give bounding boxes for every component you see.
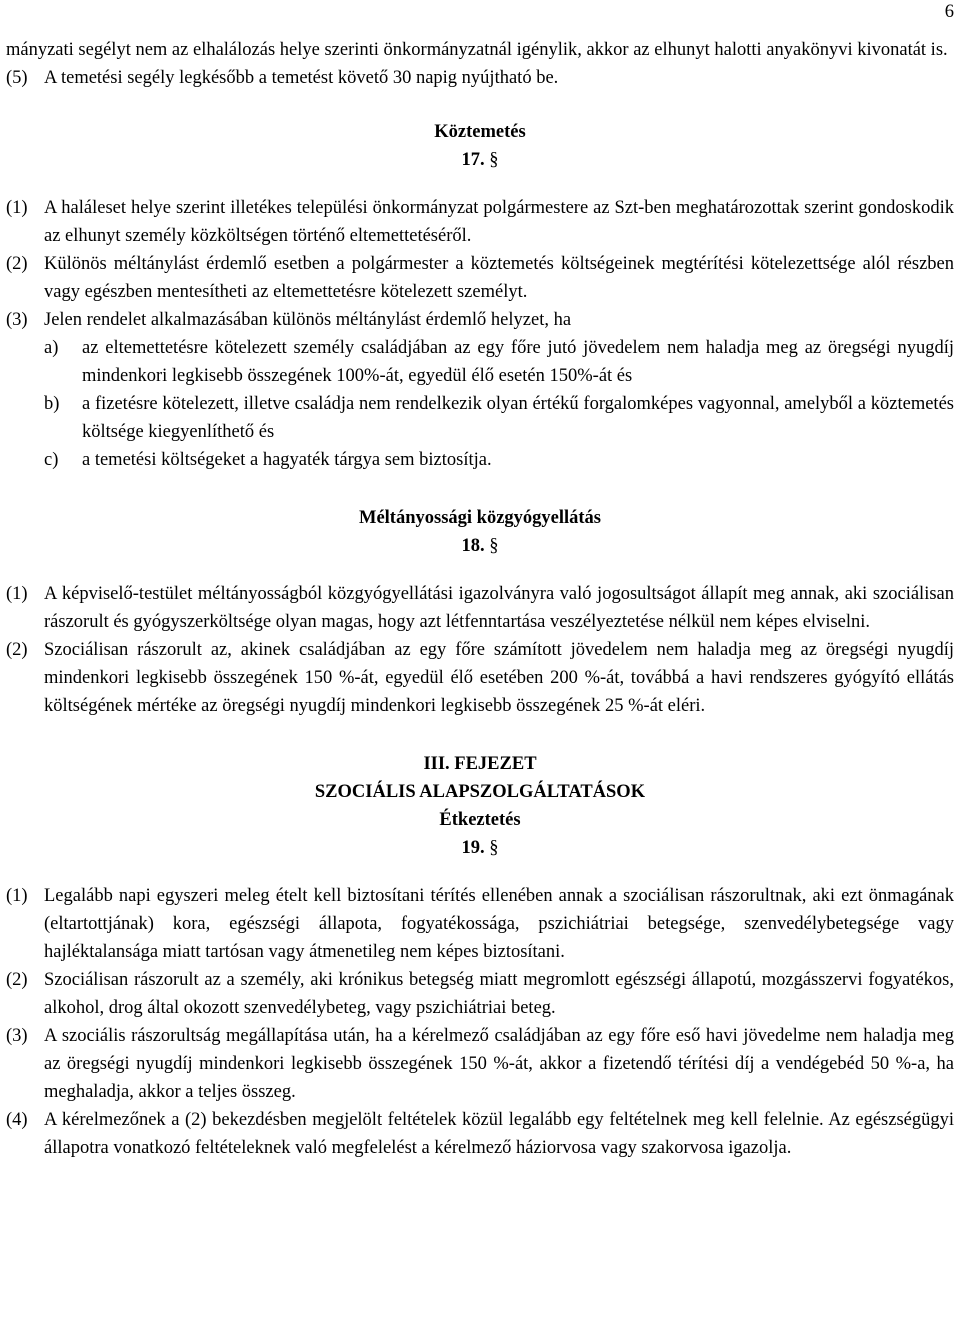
list-item-b: b) a fizetésre kötelezett, illetve családja nem rendelkezik olyan értékű forgalomképes vagyonnal, amelyből a köztemetés költsége kiegyenlíthető és	[44, 394, 954, 442]
page-number: 6	[944, 2, 954, 22]
section-17-paragraph-1: (1) A haláleset helye szerint illetékes települési önkormányzat polgármestere az Szt-ben meghatározottak szerint gondoskodik az elhunyt személy közköltségen történő eltemettetéséről.	[6, 198, 954, 246]
chapter-title: SZOCIÁLIS ALAPSZOLGÁLTATÁSOK	[314, 782, 646, 802]
section-sign-icon: §	[489, 536, 499, 556]
section-18-paragraph-1: (1) A képviselő-testület méltányosságból közgyógyellátási igazolványra való jogosultságot állapít meg annak, aki szociálisan rászorult és gyógyszerköltsége olyan magas, hogy azt létfenntartása veszélyeztetése nélkül nem képes elviselni.	[6, 584, 954, 632]
list-item-c: c) a temetési költségeket a hagyaték tárgya sem biztosítja.	[44, 450, 492, 470]
section-sign-icon: §	[489, 150, 499, 170]
section-18-title: Méltányossági közgyógyellátás	[358, 508, 602, 528]
section-19-paragraph-2: (2) Szociálisan rászorult az a személy, aki krónikus betegség miatt megromlott egészségi állapotú, mozgásszervi fogyatékos, alkohol, drog által okozott szenvedélybeteg, vagy pszichiátriai beteg.	[6, 970, 954, 1018]
chapter-number: III. FEJEZET	[423, 754, 537, 774]
section-18-paragraph-2: (2) Szociálisan rászorult az, akinek családjában az egy főre számított jövedelem nem haladja meg az öregségi nyugdíj mindenkori legkisebb összegének 150 %-át, egyedül élő esetében 200 %-át, továbbá a havi rendszeres gyógyító ellátás költségének mértéke az öregségi nyugdíj mindenkori legkisebb összegének 25 %-át eléri.	[6, 640, 954, 716]
paragraph-5	[6, 64, 954, 92]
list-item-a: a) az eltemettetésre kötelezett személy családjában az egy főre jutó jövedelem nem haladja meg az öregségi nyugdíj mindenkori legkisebb összegének 100%-át, egyedül élő esetén 150%-át és	[44, 338, 954, 386]
section-18-heading: 18. §	[461, 536, 499, 556]
section-19-heading: 19. §	[461, 838, 499, 858]
section-19-title: Étkeztetés	[439, 810, 521, 830]
section-17-paragraph-2: (2) Különös méltánylást érdemlő esetben a polgármester a köztemetés költségeinek megtérítési kötelezettsége alól részben vagy egészben mentesítheti az eltemettetésre kötelezett személyt.	[6, 254, 954, 302]
section-19-paragraph-1: (1) Legalább napi egyszeri meleg ételt kell biztosítani térítés ellenében annak a szociálisan rászorultnak, aki ezt önmagának (eltartottjának) kora, egészségi állapota, fogyatékossága, pszichiátriai betegsége, szenvedélybetegsége vagy hajléktalansága miatt tartósan vagy átmenetileg nem képes biztosítani.	[6, 886, 954, 962]
paragraph-text: A temetési segély legkésőbb a temetést követő 30 napig nyújtható be.	[44, 68, 559, 88]
section-19-paragraph-3: (3) A szociális rászorultság megállapítása után, ha a kérelmező családjában az egy főre eső havi jövedelme nem haladja meg az öregségi nyugdíj mindenkori legkisebb összegének 150 %-át, akkor a fizetendő térítési díj a vendégebéd 50 %-a, ha meghaladja, akkor a teljes összeg.	[6, 1026, 954, 1102]
document-body	[6, 36, 954, 1162]
paragraph-number: (5)	[6, 68, 28, 88]
section-17-heading: 17. §	[461, 150, 499, 170]
section-19-paragraph-4: (4) A kérelmezőnek a (2) bekezdésben megjelölt feltételek közül legalább egy feltételnek meg kell felelnie. Az egészségügyi állapotra vonatkozó feltételeknek való megfelelést a kérelmező háziorvosa vagy szakorvosa igazolja.	[6, 1110, 954, 1158]
section-17-title: Köztemetés	[434, 122, 526, 142]
continuation-paragraph: mányzati segélyt nem az elhalálozás helye szerinti önkormányzatnál igénylik, akkor az elhunyt halotti anyakönyvi kivonatát is.	[6, 40, 948, 60]
section-sign-icon: §	[489, 838, 499, 858]
section-17-paragraph-3: (3) Jelen rendelet alkalmazásában különös méltánylást érdemlő helyzet, ha	[6, 310, 572, 330]
